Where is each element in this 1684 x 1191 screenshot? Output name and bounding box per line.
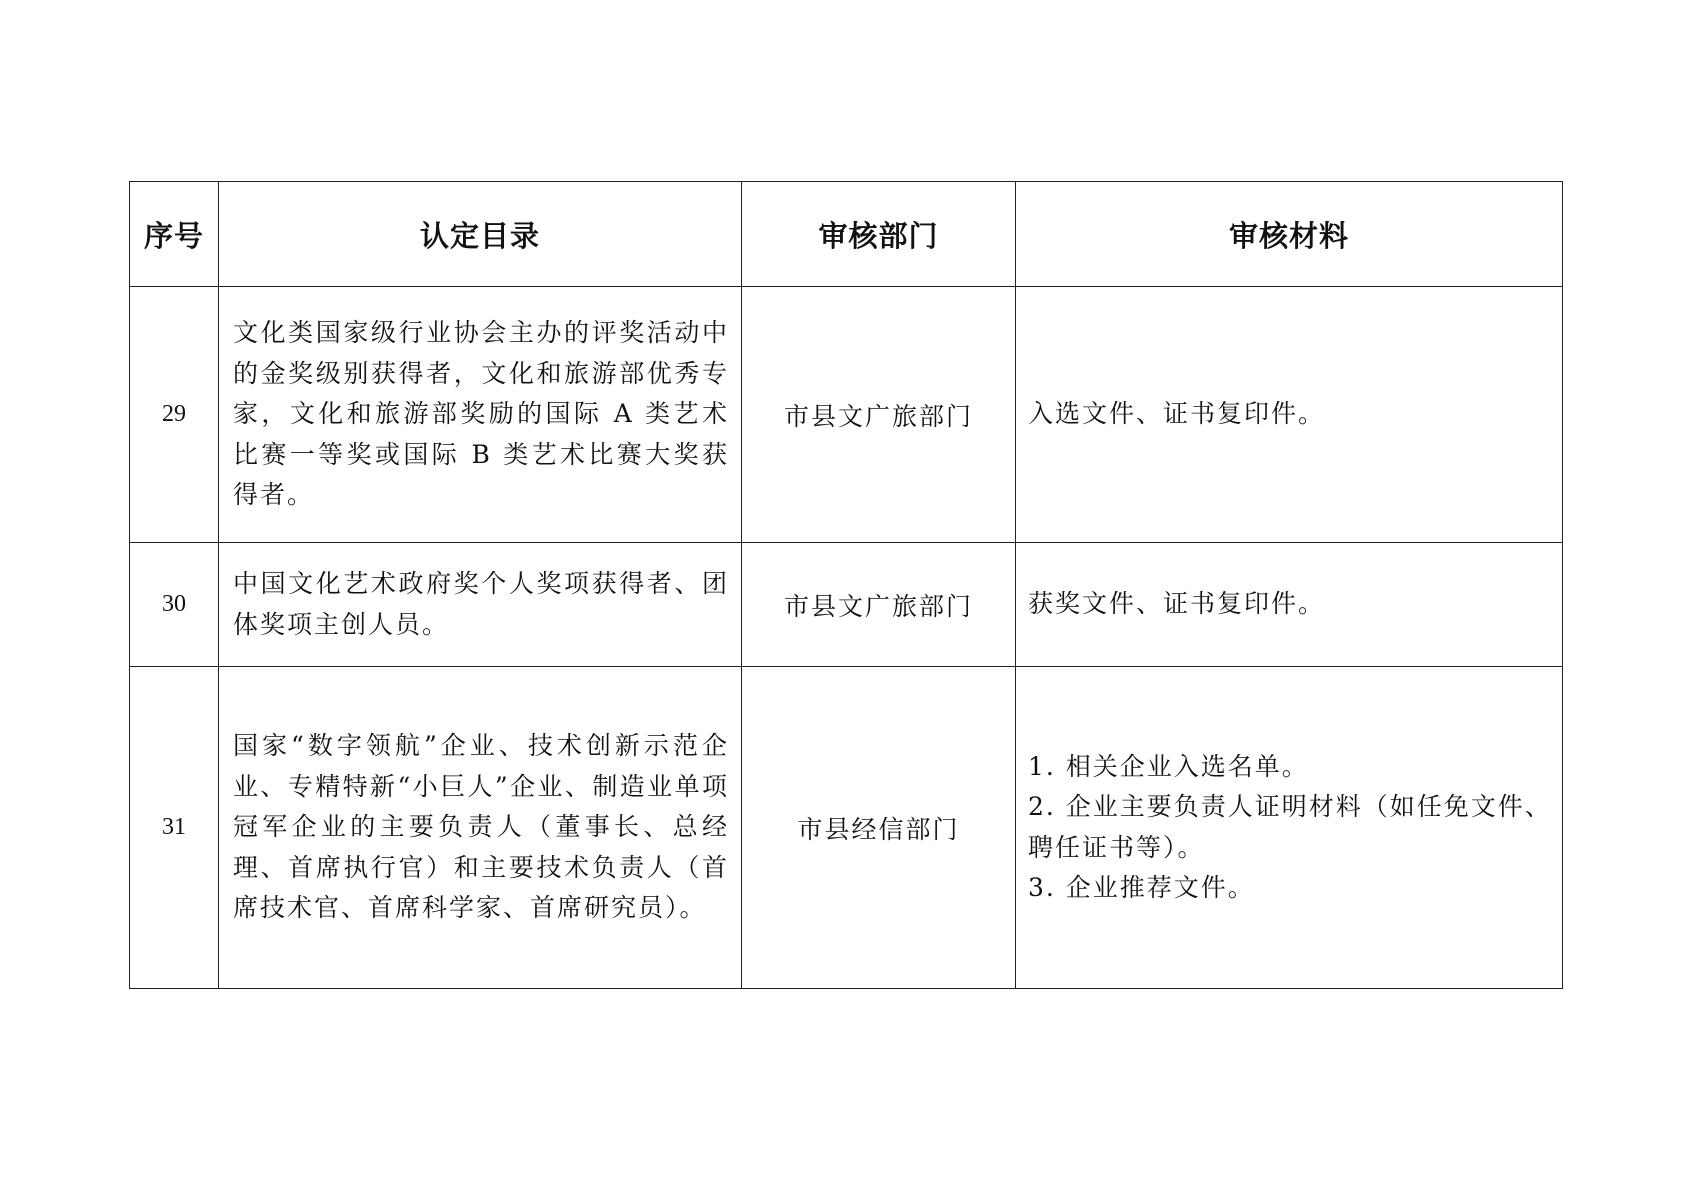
materials-cell bbox=[1016, 667, 1563, 989]
materials-item: 2. 企业主要负责人证明材料（如任免文件、聘任证书等）。 bbox=[1028, 792, 1552, 862]
table-row bbox=[130, 287, 1563, 543]
materials-item: 获奖文件、证书复印件。 bbox=[1028, 589, 1326, 619]
header-department: 审核部门 bbox=[742, 182, 1016, 287]
directory-text: 国家“数字领航”企业、技术创新示范企业、专精特新“小巨人”企业、制造业单项冠军企业的主要负责人（董事长、总经理、首席执行官）和主要技术负责人（首席技术官、首席科学家、首席研究员）。 bbox=[219, 667, 742, 989]
materials-item: 入选文件、证书复印件。 bbox=[1028, 399, 1326, 429]
materials-item: 3. 企业推荐文件。 bbox=[1028, 873, 1255, 902]
department-text: 市县经信部门 bbox=[742, 667, 1016, 989]
table-header-row bbox=[130, 182, 1563, 287]
materials-list bbox=[1028, 394, 1554, 435]
review-table bbox=[129, 181, 1563, 989]
directory-text: 文化类国家级行业协会主办的评奖活动中的金奖级别获得者，文化和旅游部优秀专家，文化和旅游部奖励的国际 A 类艺术比赛一等奖或国际 B 类艺术比赛大奖获得者。 bbox=[219, 287, 742, 543]
directory-text: 中国文化艺术政府奖个人奖项获得者、团体奖项主创人员。 bbox=[219, 543, 742, 667]
materials-list bbox=[1028, 747, 1554, 909]
header-directory: 认定目录 bbox=[219, 182, 742, 287]
table-row bbox=[130, 543, 1563, 667]
department-text: 市县文广旅部门 bbox=[742, 543, 1016, 667]
row-number: 31 bbox=[130, 667, 219, 989]
materials-cell bbox=[1016, 287, 1563, 543]
header-materials: 审核材料 bbox=[1016, 182, 1563, 287]
table-row bbox=[130, 667, 1563, 989]
row-number: 29 bbox=[130, 287, 219, 543]
row-number: 30 bbox=[130, 543, 219, 667]
materials-cell bbox=[1016, 543, 1563, 667]
materials-list bbox=[1028, 584, 1554, 625]
header-no: 序号 bbox=[130, 182, 219, 287]
department-text: 市县文广旅部门 bbox=[742, 287, 1016, 543]
materials-item: 1. 相关企业入选名单。 bbox=[1028, 751, 1309, 781]
